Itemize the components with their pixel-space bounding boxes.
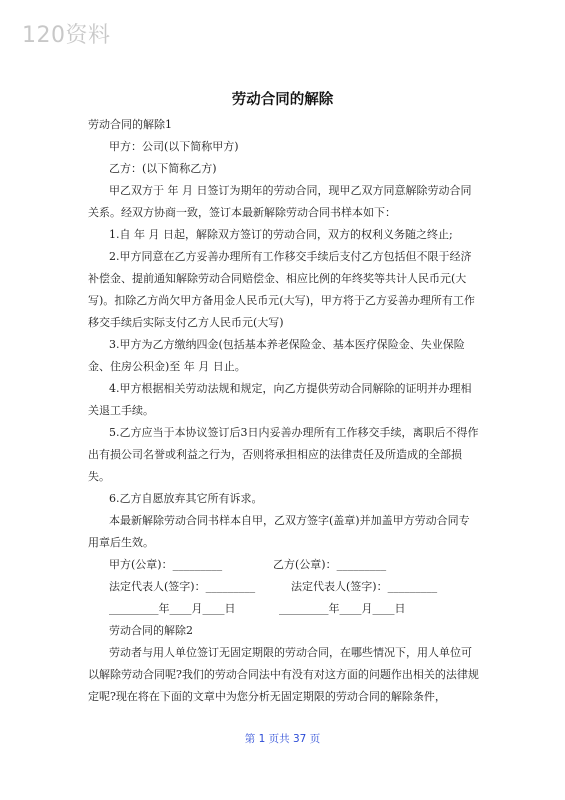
party-b-representative: 法定代表人(签字)：_________	[291, 580, 438, 593]
clause-3: 3.甲方为乙方缴纳四金(包括基本养老保险金、基本医疗保险金、失业保险金、住房公积金)至 年 月 日止。	[88, 338, 465, 373]
clause-5: 5.乙方应当于本协议签订后3日内妥善办理所有工作移交手续，离职后不得作出有损公司名誉或利益之行为，否则将承担相应的法律责任及所造成的全部损失。	[88, 426, 479, 483]
watermark-logo: 120资料	[22, 23, 111, 48]
intro-paragraph: 甲乙双方于 年 月 日签订为期年的劳动合同，现甲乙双方同意解除劳动合同关系。经双方协商一致，签订本最新解除劳动合同书样本如下：	[88, 184, 472, 219]
party-a-representative: 法定代表人(签字)：_________	[109, 580, 256, 593]
page-title: 劳动合同的解除	[231, 92, 334, 108]
signature-row-representative	[88, 576, 480, 598]
clause-1: 1.自 年 月 日起，解除双方签订的劳动合同，双方的权利义务随之终止;	[109, 228, 453, 241]
party-a-seal: 甲方(公章)：_________	[109, 558, 223, 571]
section-heading-2: 劳动合同的解除2	[109, 624, 193, 637]
page-number: 第 1 页共 37 页	[244, 733, 321, 745]
party-b-line: 乙方：(以下简称乙方)	[109, 162, 217, 175]
clause-6: 6.乙方自愿放弃其它所有诉求。	[109, 492, 263, 505]
section-2-paragraph: 劳动者与用人单位签订无固定期限的劳动合同，在哪些情况下，用人单位可以解除劳动合同呢?我们的劳动合同法中有没有对这方面的问题作出相关的法律规定呢?现在将在下面的文章中为您分析无固定期限的劳动合同的解除条件，	[88, 646, 479, 703]
clause-2: 2.甲方同意在乙方妥善办理所有工作移交手续后支付乙方包括但不限于经济补偿金、提前通知解除劳动合同赔偿金、相应比例的年终奖等共计人民币元(大写)。扣除乙方尚欠甲方备用金人民币元(大写)，甲方将于乙方妥善办理所有工作移交手续后实际支付乙方人民币元(大写)	[88, 250, 475, 329]
signature-row-seal	[88, 554, 480, 576]
party-a-line: 甲方：公司(以下简称甲方)	[109, 140, 239, 153]
signature-row-date	[88, 598, 480, 620]
party-b-seal: 乙方(公章)：_________	[273, 558, 387, 571]
clause-4: 4.甲方根据相关劳动法规和规定，向乙方提供劳动合同解除的证明并办理相关退工手续。	[88, 382, 472, 417]
party-a-date: _________年____月____日	[109, 602, 236, 615]
section-heading-1: 劳动合同的解除1	[88, 118, 172, 131]
document-body	[88, 114, 480, 708]
party-b-date: _________年____月____日	[279, 602, 406, 615]
effective-paragraph: 本最新解除劳动合同书样本自甲，乙双方签字(盖章)并加盖甲方劳动合同专用章后生效。	[88, 514, 470, 549]
